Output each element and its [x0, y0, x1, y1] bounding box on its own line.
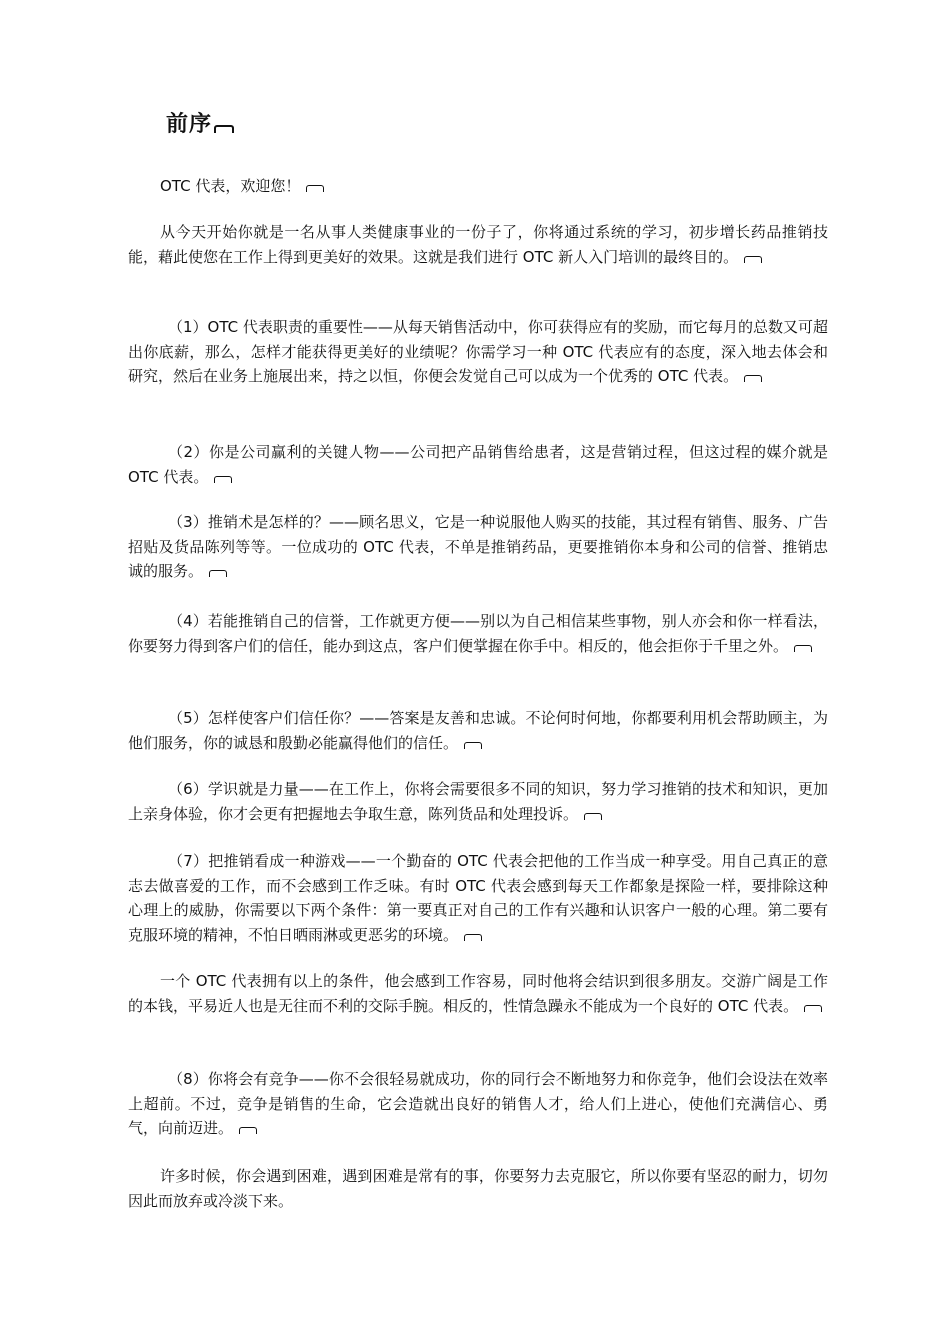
paragraph-text: OTC 代表，欢迎您！	[160, 177, 301, 195]
paragraph-mark-icon	[214, 476, 232, 483]
paragraph-intro	[128, 220, 828, 269]
paragraph-point-5	[128, 706, 828, 755]
paragraph-text: （8）你将会有竞争——你不会很轻易就成功，你的同行会不断地努力和你竞争，他们会设法在效率上超前。不过，竞争是销售的生命，它会造就出良好的销售人才，给人们上进心，使他们充满信心、勇气，向前迈进。	[128, 1070, 828, 1137]
paragraph-point-2	[128, 440, 828, 489]
paragraph-mark-icon	[464, 742, 482, 749]
paragraph-point-4	[128, 609, 828, 658]
paragraph-mark-icon	[584, 813, 602, 820]
paragraph-point-7	[128, 849, 828, 947]
paragraph-point-6	[128, 777, 828, 826]
paragraph-point-8	[128, 1067, 828, 1141]
paragraph-text: 从今天开始你就是一名从事人类健康事业的一份子了，你将通过系统的学习，初步增长药品推销技能，藉此使您在工作上得到更美好的效果。这就是我们进行 OTC 新人入门培训的最终目的。	[128, 223, 828, 266]
paragraph-mark-icon	[239, 1127, 257, 1134]
paragraph-point-1	[128, 315, 828, 389]
paragraph-mark-icon	[794, 645, 812, 652]
paragraph-greeting	[128, 174, 828, 199]
paragraph-text: （4）若能推销自己的信誉，工作就更方便——别以为自己相信某些事物，别人亦会和你一样看法，你要努力得到客户们的信任，能办到这点，客户们便掌握在你手中。相反的，他会拒你于千里之外。	[128, 612, 828, 655]
paragraph-mark-icon	[214, 125, 234, 133]
paragraph-text: （7）把推销看成一种游戏——一个勤奋的 OTC 代表会把他的工作当成一种享受。用自己真正的意志去做喜爱的工作，而不会感到工作乏味。有时 OTC 代表会感到每天工作都象是探险一样，要排除这种心理上的威胁，你需要以下两个条件：第一要真正对自己的工作有兴趣和认识客户一般的心理。第二要有克服环境的精神，不怕日晒雨淋或更恶劣的环境。	[128, 852, 828, 944]
paragraph-difficulties	[128, 1164, 828, 1213]
paragraph-mark-icon	[209, 570, 227, 577]
title-text: 前序	[166, 112, 213, 137]
paragraph-text: （3）推销术是怎样的？——顾名思义，它是一种说服他人购买的技能，其过程有销售、服务、广告招贴及货品陈列等等。一位成功的 OTC 代表，不单是推销药品，更要推销你本身和公司的信誉、推销忠诚的服务。	[128, 513, 828, 580]
page-title	[166, 110, 234, 140]
paragraph-point-3	[128, 510, 828, 584]
paragraph-mark-icon	[464, 934, 482, 941]
paragraph-mark-icon	[306, 185, 324, 192]
paragraph-mark-icon	[744, 375, 762, 382]
paragraph-text: （2）你是公司赢利的关键人物——公司把产品销售给患者，这是营销过程，但这过程的媒介就是 OTC 代表。	[128, 443, 828, 486]
paragraph-text: 一个 OTC 代表拥有以上的条件，他会感到工作容易，同时他将会结识到很多朋友。交游广阔是工作的本钱，平易近人也是无往而不利的交际手腕。相反的，性情急躁永不能成为一个良好的 OTC 代表。	[128, 972, 828, 1015]
paragraph-text: 许多时候，你会遇到困难，遇到困难是常有的事，你要努力去克服它，所以你要有坚忍的耐力，切勿因此而放弃或冷淡下来。	[128, 1167, 828, 1210]
paragraph-text: （1）OTC 代表职责的重要性——从每天销售活动中，你可获得应有的奖励，而它每月的总数又可超出你底薪，那么，怎样才能获得更美好的业绩呢？你需学习一种 OTC 代表应有的态度，深入地去体会和研究，然后在业务上施展出来，持之以恒，你便会发觉自己可以成为一个优秀的 OTC 代表。	[128, 318, 828, 385]
paragraph-conditions	[128, 969, 828, 1018]
paragraph-text: （5）怎样使客户们信任你？——答案是友善和忠诚。不论何时何地，你都要利用机会帮助顾主，为他们服务，你的诚恳和殷勤必能赢得他们的信任。	[128, 709, 828, 752]
paragraph-text: （6）学识就是力量——在工作上，你将会需要很多不同的知识，努力学习推销的技术和知识，更加上亲身体验，你才会更有把握地去争取生意，陈列货品和处理投诉。	[128, 780, 828, 823]
paragraph-mark-icon	[804, 1005, 822, 1012]
paragraph-mark-icon	[744, 256, 762, 263]
